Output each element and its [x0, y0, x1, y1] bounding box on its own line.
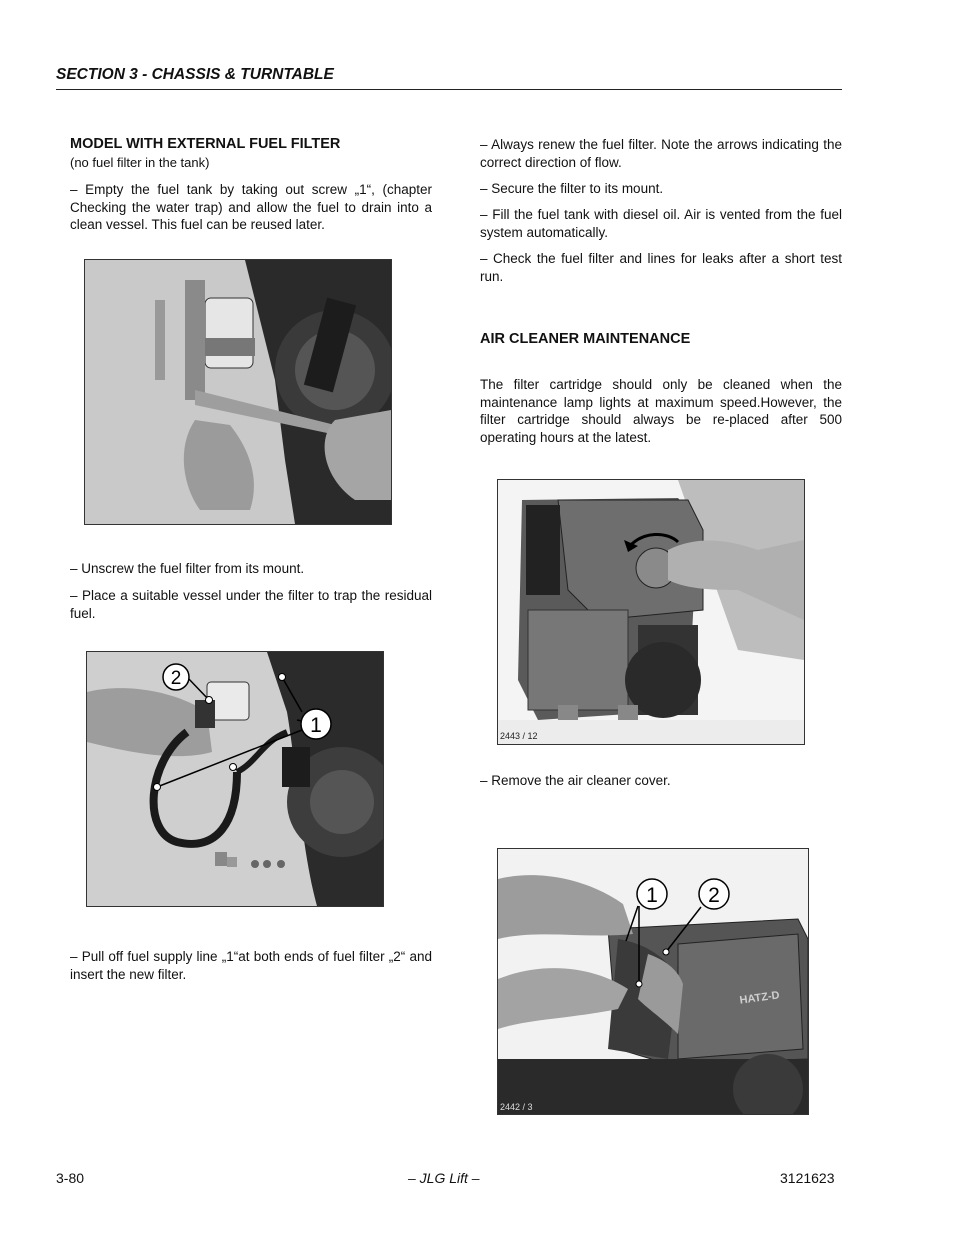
- right-paragraph-6: – Remove the air cleaner cover.: [480, 773, 671, 788]
- heading-air-cleaner: AIR CLEANER MAINTENANCE: [480, 331, 691, 347]
- footer-center: – JLG Lift –: [408, 1170, 480, 1186]
- right-paragraph-4: – Check the fuel filter and lines for leaks after a short test run.: [480, 251, 842, 284]
- footer-doc-number: 3121623: [780, 1170, 835, 1186]
- figure-air-cleaner-cover: [497, 479, 805, 745]
- subheading: (no fuel filter in the tank): [70, 155, 210, 170]
- fig4-callout-2: 2: [708, 884, 720, 907]
- right-paragraph-1: – Always renew the fuel filter. Note the arrows indicating the correct direction of flow.: [480, 137, 842, 170]
- figure-fuel-filter-wrench: [84, 259, 392, 525]
- right-paragraph-3: – Fill the fuel tank with diesel oil. Air is vented from the fuel system automatically.: [480, 207, 842, 240]
- left-paragraph-4: – Pull off fuel supply line „1“at both ends of fuel filter „2“ and insert the new filter.: [70, 949, 432, 982]
- fig3-image-code: 2443 / 12: [500, 731, 538, 741]
- fig4-callout-1: 1: [646, 884, 658, 907]
- fig4-image-code: 2442 / 3: [500, 1102, 533, 1112]
- footer-page-number: 3-80: [56, 1170, 85, 1186]
- left-paragraph-1: – Empty the fuel tank by taking out screw „1“, (chapter Checking the water trap) and allow the fuel to drain into a clean vessel. This fuel can be reused later.: [70, 182, 432, 232]
- header-rule: [56, 89, 842, 90]
- right-paragraph-5: The filter cartridge should only be cleaned when the maintenance lamp lights at maximum speed.However, the filter cartridge should always be re-placed after 500 operating hours at the latest.: [480, 377, 842, 445]
- fig2-callout-1: 1: [310, 714, 322, 737]
- left-paragraph-2: – Unscrew the fuel filter from its mount.: [70, 561, 305, 576]
- section-title: SECTION 3 - CHASSIS & TURNTABLE: [56, 66, 334, 83]
- fig2-callout-2: 2: [170, 668, 182, 689]
- fig4-brand-label: HATZ-D: [738, 989, 781, 1007]
- left-paragraph-3: – Place a suitable vessel under the filter to trap the residual fuel.: [70, 588, 432, 621]
- figure-fuel-filter-callouts: [86, 651, 384, 907]
- figure-air-filter-cartridge: [497, 848, 809, 1115]
- heading-external-fuel-filter: MODEL WITH EXTERNAL FUEL FILTER: [70, 136, 341, 152]
- right-paragraph-2: – Secure the filter to its mount.: [480, 181, 664, 196]
